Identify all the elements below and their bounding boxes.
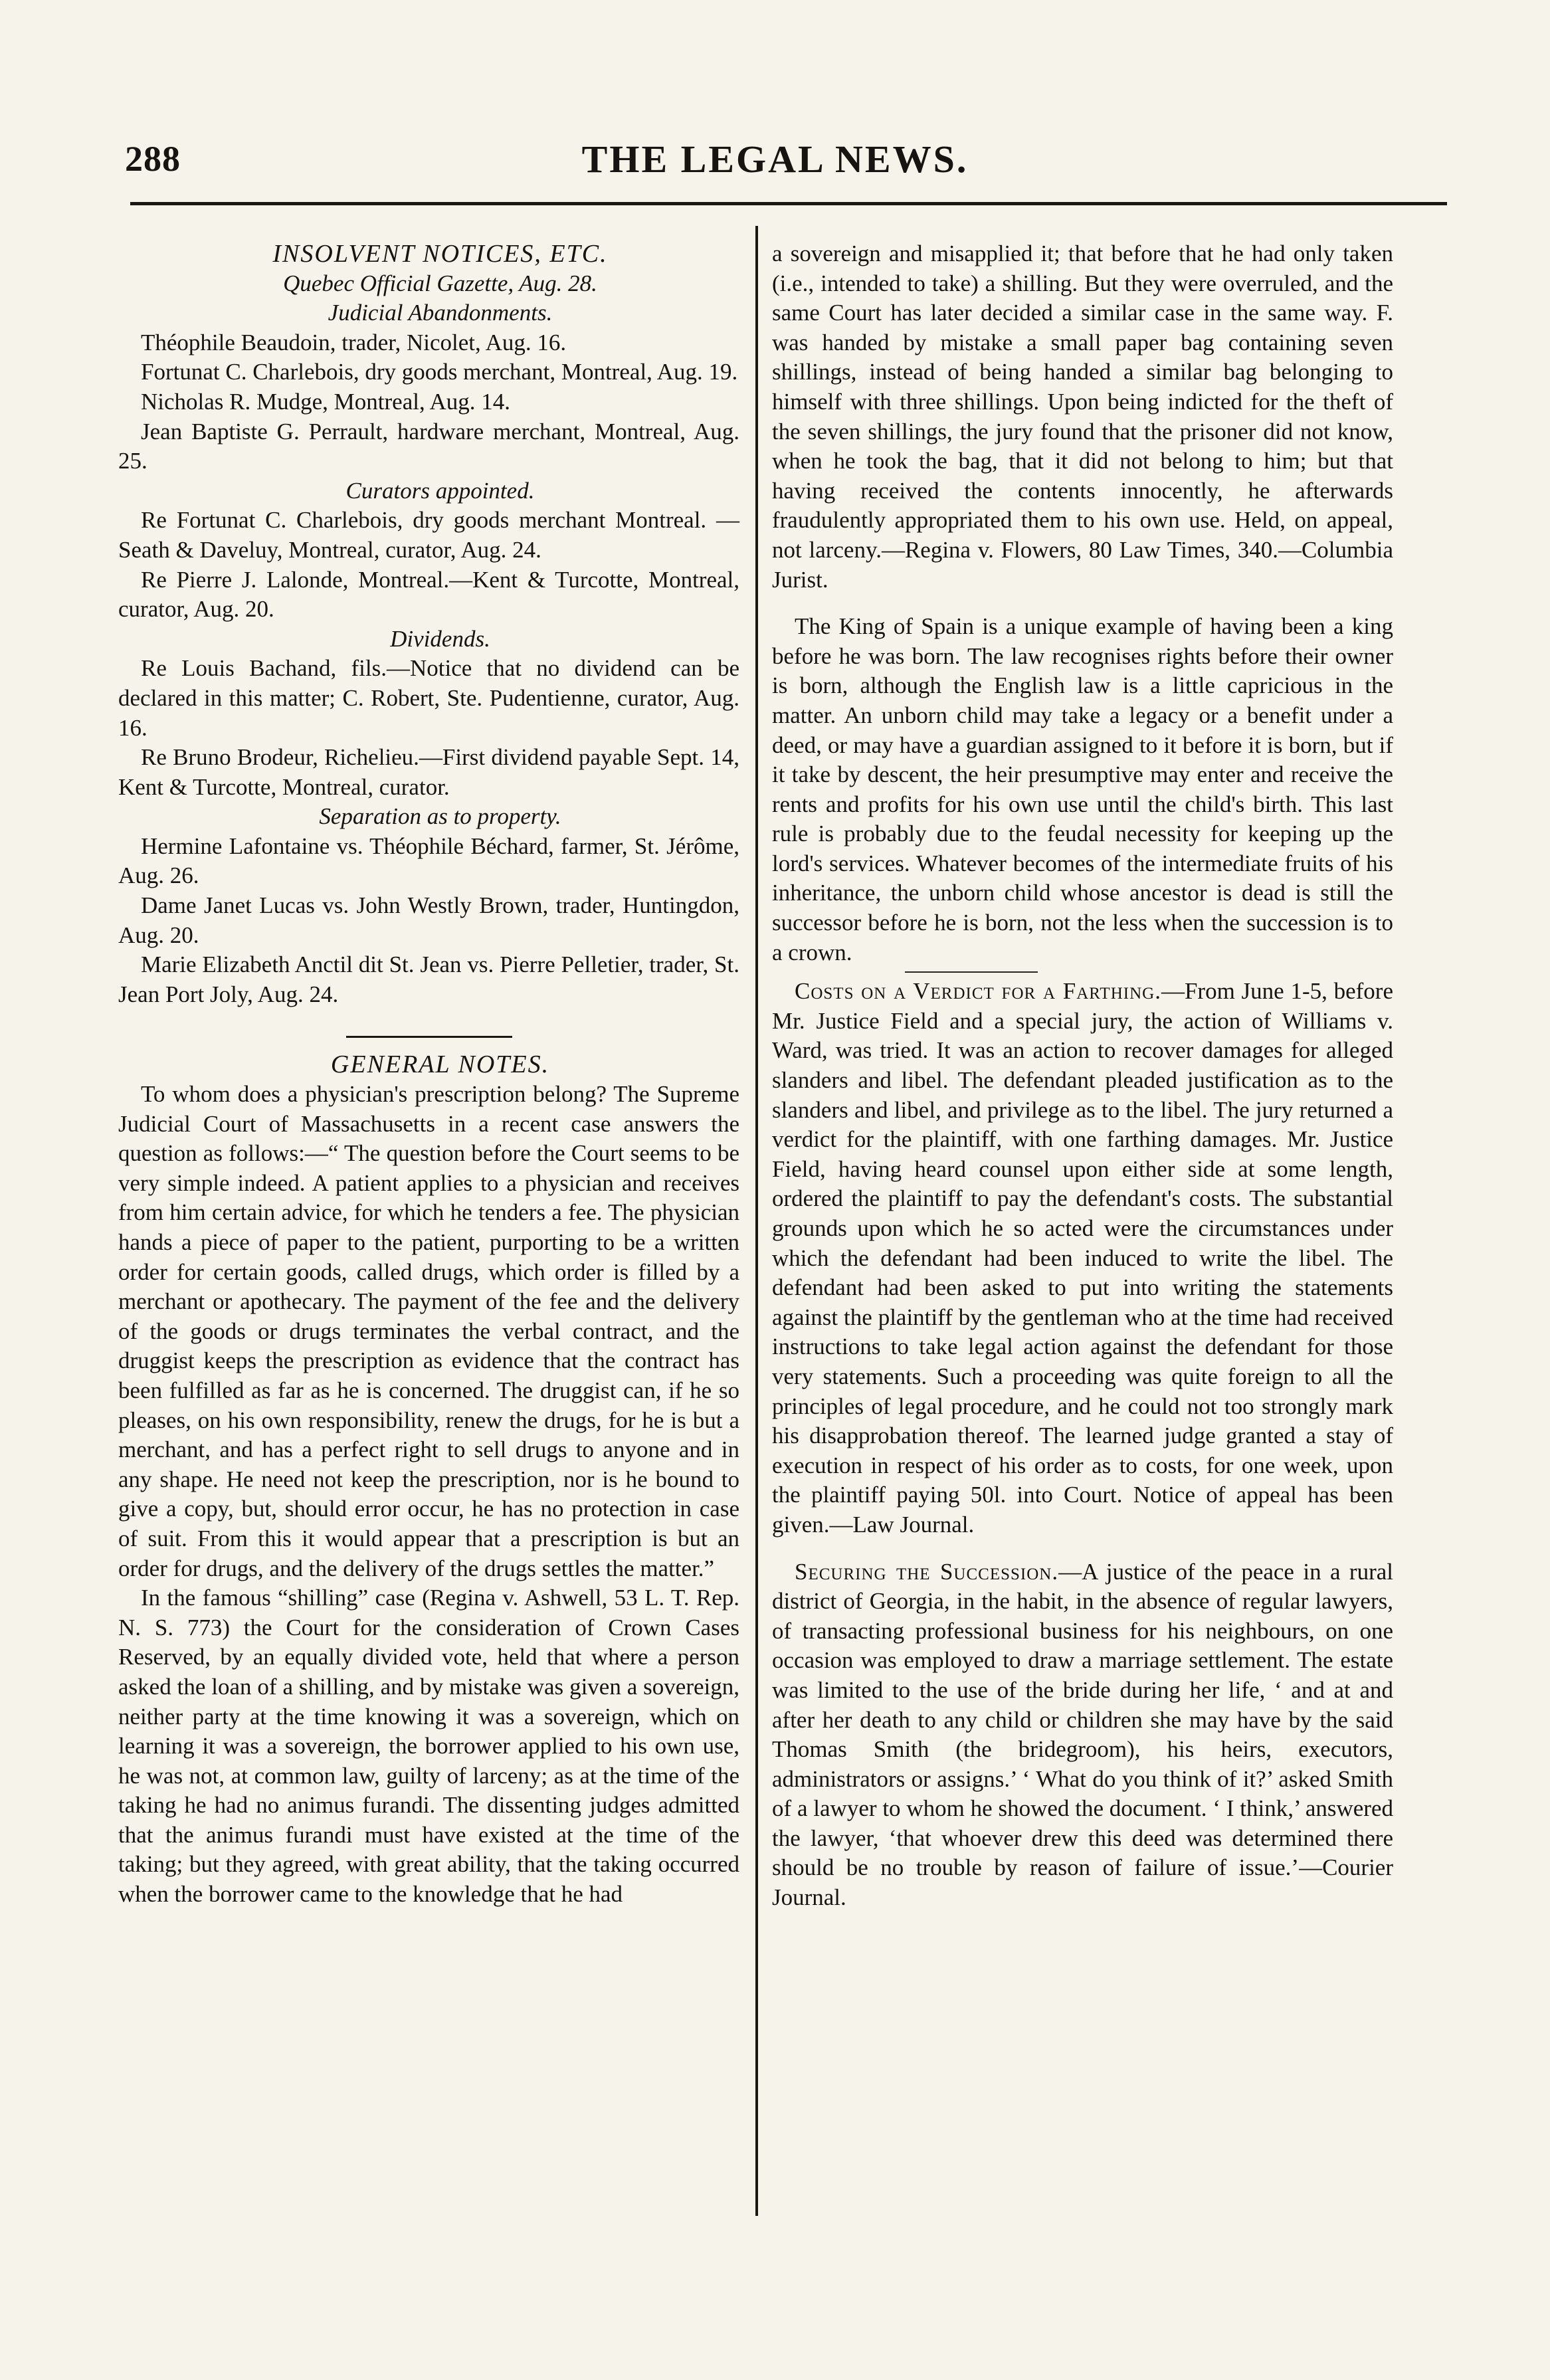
abandonment-entry: Théophile Beaudoin, trader, Nicolet, Aug. 16.: [141, 329, 567, 355]
insolvent-notices-section: [118, 239, 739, 1009]
abandonments-heading: Judicial Abandonments.: [328, 300, 553, 326]
separation-entry: Dame Janet Lucas vs. John Westly Brown, trader, Huntingdon, Aug. 20.: [118, 892, 739, 948]
paragraph-rule: [905, 971, 1038, 973]
left-column: [118, 239, 739, 1910]
farthing-verdict-paragraph: [772, 977, 1393, 1539]
running-title: THE LEGAL NEWS.: [581, 138, 969, 181]
abandonment-entry: Nicholas R. Mudge, Montreal, Aug. 14.: [141, 388, 511, 415]
curators-heading: Curators appointed.: [345, 477, 535, 504]
gazette-source: Quebec Official Gazette, Aug. 28.: [283, 270, 597, 296]
abandonment-entry: Fortunat C. Charlebois, dry goods merchant, Montreal, Aug. 19.: [141, 359, 738, 385]
curator-entry: Re Fortunat C. Charlebois, dry goods merchant Montreal. — Seath & Daveluy, Montreal, curator, Aug. 24.: [118, 507, 739, 563]
farthing-verdict-body: —From June 1-5, before Mr. Justice Field and a special jury, the action of Williams v. Ward, was tried. It was an action to recover damages for alleged slanders and libel. The defendant pleaded justification as to the slanders and libel, and privilege as to the libel. The jury returned a verdict for the plaintiff, with one farthing damages. Mr. Justice Field, having heard counsel upon either side at some length, ordered the plaintiff to pay the defendant's costs. The substantial grounds upon which he so acted were the circumstances under which the defendant had been induced to write the libel. The defendant had been asked to put into writing the statements against the plaintiff by the gentleman who at the time had received instructions to take legal action against the defendant for those very statements. Such a proceeding was quite foreign to all the principles of legal procedure, and he could not too strongly mark his disapprobation thereof. The learned judge granted a stay of execution in respect of his order as to costs, for one week, upon the plaintiff paying 50l. into Court. Notice of appeal has been given.—Law Journal.: [772, 978, 1393, 1537]
prescription-paragraph: To whom does a physician's prescription belong? The Supreme Judicial Court of Massachusetts in a recent case answers the question as follows:—“ The question before the Court seems to be very simple indeed. A patient applies to a physician and receives from him certain advice, for which he tenders a fee. The physician hands a piece of paper to the patient, purporting to be a written order for certain goods, called drugs, which order is filled by a merchant or apothecary. The payment of the fee and the delivery of the goods or drugs terminates the verbal contract, and the druggist keeps the prescription as evidence that the contract has been fulfilled as far as he is concerned. The druggist can, if he so pleases, on his own responsibility, renew the drugs, for he is but a merchant, and has a perfect right to sell drugs to anyone and in any shape. He need not keep the prescription, nor is he bound to give a copy, but, should error occur, he has no protection in case of suit. From this it would appear that a prescription is but an order for drugs, and the delivery of the drugs settles the matter.”: [118, 1081, 739, 1581]
general-notes-section: [118, 1050, 739, 1909]
succession-lead: Securing the Succession.: [795, 1558, 1059, 1585]
dividend-entry: Re Bruno Brodeur, Richelieu.—First dividend payable Sept. 14, Kent & Turcotte, Montreal, curator.: [118, 744, 739, 800]
header-rule: [130, 202, 1447, 205]
farthing-verdict-lead: Costs on a Verdict for a Farthing.: [795, 978, 1161, 1005]
general-notes-title: GENERAL NOTES.: [330, 1050, 550, 1079]
insolvent-notices-title: INSOLVENT NOTICES, ETC.: [272, 240, 608, 268]
curator-entry: Re Pierre J. Lalonde, Montreal.—Kent & Turcotte, Montreal, curator, Aug. 20.: [118, 566, 739, 623]
succession-body: —A justice of the peace in a rural district of Georgia, in the habit, in the absence of regular lawyers, of transacting professional business for his neighbours, on one occasion was employed to draw a marriage settlement. The estate was limited to the use of the bride during her life, ‘ and at and after her death to any child or children she may have by the said Thomas Smith (the bridegroom), his heirs, executors, administrators or assigns.’ ‘ What do you think of it?’ asked Smith of a lawyer to whom he showed the document. ‘ I think,’ answered the lawyer, ‘that whoever drew this deed was determined there should be no trouble by reason of failure of issue.’—Courier Journal.: [772, 1558, 1393, 1911]
paragraph-gap: [772, 595, 1393, 612]
right-column: [772, 239, 1393, 1913]
column-divider: [755, 226, 758, 2216]
separation-heading: Separation as to property.: [319, 803, 561, 830]
dividends-heading: Dividends.: [390, 625, 490, 652]
succession-paragraph: [772, 1557, 1393, 1913]
shilling-case-paragraph: In the famous “shilling” case (Regina v. Ashwell, 53 L. T. Rep. N. S. 773) the Court for the consideration of Crown Cases Reserved, by an equally divided vote, held that where a person asked the loan of a shilling, and by mistake was given a sovereign, neither party at the time knowing it was a sovereign, which on learning it was a sovereign, the borrower applied to his own use, he was not, at common law, guilty of larceny; as at the time of the taking he had no animus furandi. The dissenting judges admitted that the animus furandi must have existed at the time of the taking; but they agreed, with great ability, that the taking occurred when the borrower came to the knowledge that he had: [118, 1585, 739, 1908]
dividend-entry: Re Louis Bachand, fils.—Notice that no dividend can be declared in this matter; C. Robert, Ste. Pudentienne, curator, Aug. 16.: [118, 655, 739, 741]
king-of-spain-paragraph: The King of Spain is a unique example of having been a king before he was born. The law recognises rights before their owner is born, although the English law is a little capricious in the matter. An unborn child may take a legacy or a benefit under a deed, or may have a guardian assigned to it before it is born, but if it take by descent, the heir presumptive may enter and receive the rents and profits for his own use until the child's birth. This last rule is probably due to the feudal necessity for keeping up the lord's services. Whatever becomes of the intermediate fruits of his inheritance, the unborn child whose ancestor is dead is still the successor before he is born, not the less when the succession is to a crown.: [772, 613, 1393, 965]
separation-entry: Hermine Lafontaine vs. Théophile Béchard, farmer, St. Jérôme, Aug. 26.: [118, 833, 739, 889]
section-divider-rule: [346, 1036, 512, 1038]
separation-entry: Marie Elizabeth Anctil dit St. Jean vs. Pierre Pelletier, trader, St. Jean Port Joly, Aug. 24.: [118, 951, 739, 1007]
abandonment-entry: Jean Baptiste G. Perrault, hardware merchant, Montreal, Aug. 25.: [118, 418, 739, 474]
shilling-case-continuation: a sovereign and misapplied it; that before that he had only taken (i.e., intended to take) a shilling. But they were overruled, and the same Court has later decided a similar case in the same way. F. was handed by mistake a small paper bag containing seven shillings, instead of being handed a similar bag belonging to himself with three shillings. Upon being indicted for the theft of the seven shillings, the jury found that the prisoner did not know, when he took the bag, that it did not belong to him; but that having received the contents innocently, he afterwards fraudulently appropriated them to his own use. Held, on appeal, not larceny.—Regina v. Flowers, 80 Law Times, 340.—Columbia Jurist.: [772, 241, 1393, 593]
paragraph-gap: [772, 1540, 1393, 1557]
page-number: 288: [125, 139, 181, 179]
